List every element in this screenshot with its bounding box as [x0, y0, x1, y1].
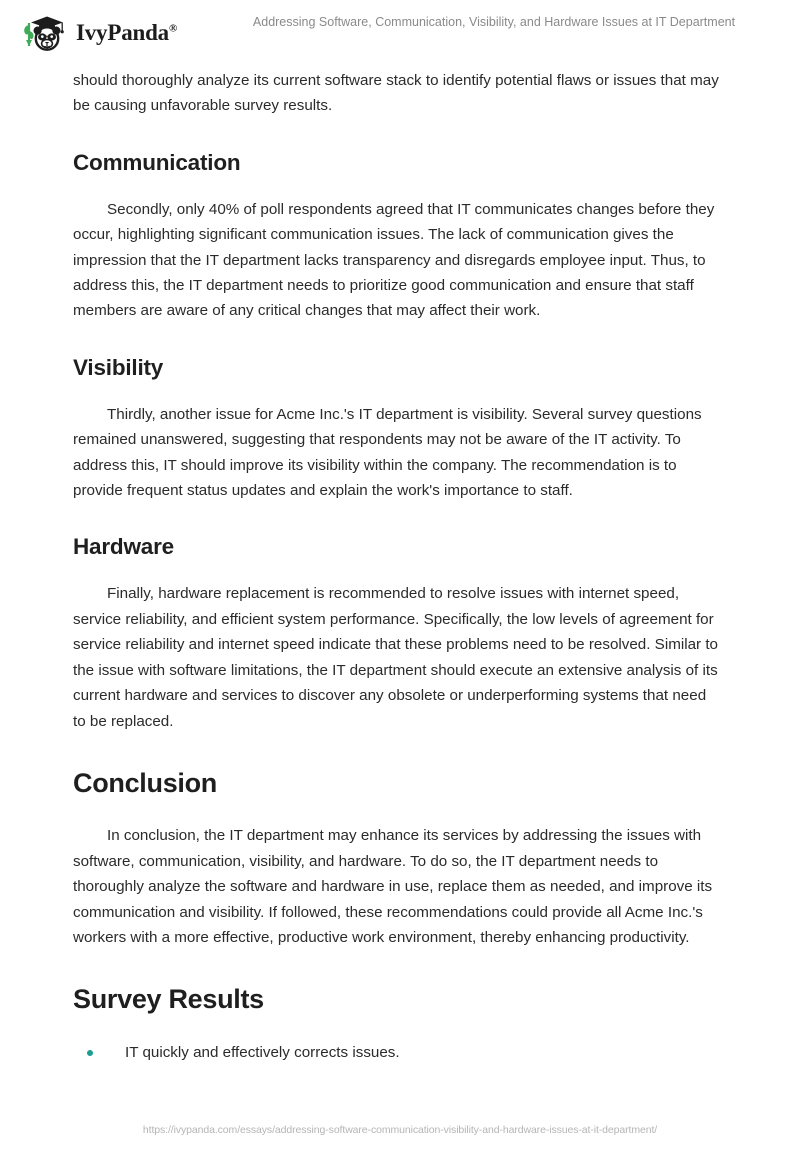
spacer [73, 176, 723, 197]
section-heading-hardware: Hardware [73, 534, 174, 560]
list-item [73, 1040, 723, 1065]
spacer [73, 324, 723, 354]
intro-continuation-paragraph: should thoroughly analyze its current software stack to identify potential flaws or issues that may be causing unfavorable survey results. [73, 72, 719, 115]
spacer [73, 1016, 723, 1040]
source-url-link[interactable]: https://ivypanda.com/essays/addressing-software-communication-visibility-and-hardware-issues-at-it-department/ [142, 1124, 658, 1136]
brand-name-text: IvyPanda [76, 19, 169, 45]
section-paragraph-visibility: Thirdly, another issue for Acme Inc.'s IT department is visibility. Several survey questions remained unanswered, suggesting that respondents may not be aware of the IT activity. To address this, IT should improve its visibility within the company. The recommendation is to provide frequent status updates and explain the work's importance to staff. [73, 405, 702, 500]
page-header [0, 0, 800, 62]
spacer [73, 503, 723, 533]
document-title-header: Addressing Software, Communication, Visibility, and Hardware Issues at IT Department [252, 15, 736, 29]
bullet-point-icon [87, 1050, 93, 1056]
brand-wordmark [76, 21, 177, 44]
section-heading-survey-results: Survey Results [73, 984, 264, 1015]
spacer [73, 734, 723, 767]
section-heading-conclusion: Conclusion [73, 767, 217, 798]
section-paragraph-conclusion: In conclusion, the IT department may enhance its services by addressing the issues with software, communication, visibility, and hardware. To do so, the IT department needs to thoroughly analyze the software and hardware in use, replace them as needed, and improve its communication and visibility. If followed, these recommendations could provide all Acme Inc.'s workers with a more effective, productive work environment, thereby enhancing productivity. [73, 827, 713, 946]
section-heading-communication: Communication [73, 149, 241, 175]
registered-trademark-icon: ® [168, 21, 178, 34]
spacer [73, 119, 723, 149]
section-heading-visibility: Visibility [73, 354, 164, 380]
spacer [73, 950, 723, 983]
page-footer [0, 1120, 800, 1138]
list-item-label: IT quickly and effectively corrects issues. [125, 1043, 400, 1061]
brand-logo-link[interactable] [18, 12, 177, 52]
spacer [73, 799, 723, 823]
spacer [73, 560, 723, 581]
spacer [73, 381, 723, 402]
document-body [73, 68, 723, 1065]
survey-results-list [73, 1040, 723, 1065]
section-paragraph-hardware: Finally, hardware replacement is recommended to resolve issues with internet speed, service reliability, and efficient system performance. Specifically, the low levels of agreement for service reliability and internet speed indicate that these problems need to be resolved. Similar to the issue with software limitations, the IT department should execute an extensive analysis of its current hardware and services to discover any obsolete or underperforming systems that need to be replaced. [73, 585, 718, 730]
panda-graduate-logo-icon [18, 12, 70, 52]
section-paragraph-communication: Secondly, only 40% of poll respondents agreed that IT communicates changes before they occur, highlighting significant communication issues. The lack of communication gives the impression that the IT department lacks transparency and disregards employee input. Thus, to address this, the IT department needs to prioritize good communication and ensure that staff members are aware of any critical changes that may affect their work. [73, 200, 715, 320]
